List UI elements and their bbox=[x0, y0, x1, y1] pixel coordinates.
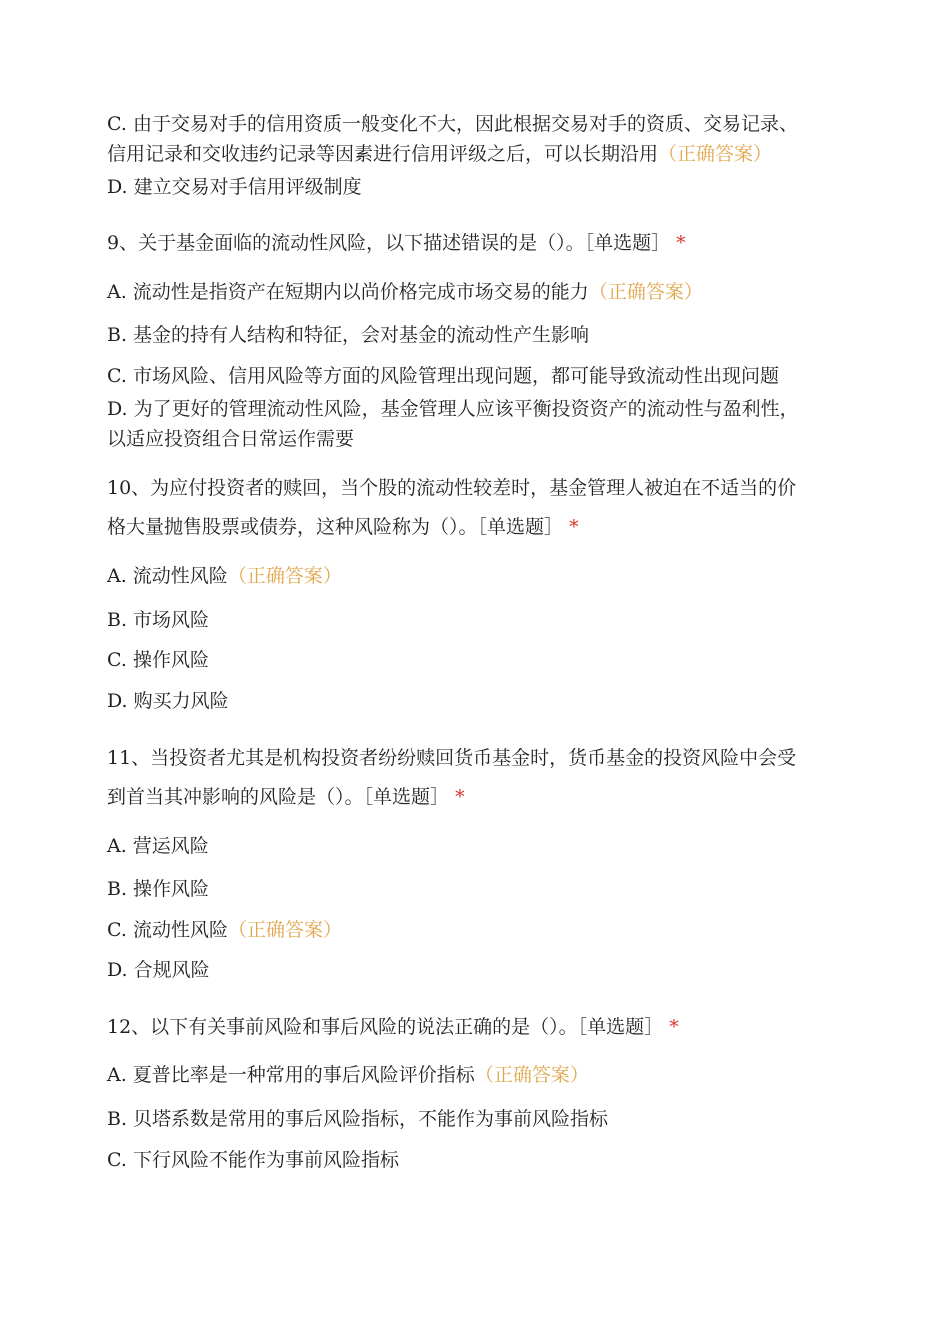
q8-option-c-line2 bbox=[107, 139, 847, 169]
q8-option-c-line1: C. 由于交易对手的信用资质一般变化不大，因此根据交易对手的资质、交易记录、 bbox=[107, 113, 798, 135]
q11-option-d: D. 合规风险 bbox=[107, 959, 210, 981]
q9-option-d-line1: D. 为了更好的管理流动性风险，基金管理人应该平衡投资资产的流动性与盈利性， bbox=[107, 398, 799, 420]
q9-option-c: C. 市场风险、信用风险等方面的风险管理出现问题，都可能导致流动性出现问题 bbox=[107, 365, 779, 387]
q9-title-text: 9、关于基金面临的流动性风险，以下描述错误的是（）。［单选题］ bbox=[107, 232, 671, 254]
q10-option-d: D. 购买力风险 bbox=[107, 690, 229, 712]
q12-option-b: B. 贝塔系数是常用的事后风险指标，不能作为事前风险指标 bbox=[107, 1108, 609, 1130]
q9-option-a bbox=[107, 277, 847, 307]
q12-option-c: C. 下行风险不能作为事前风险指标 bbox=[107, 1149, 399, 1171]
q11-option-a: A. 营运风险 bbox=[107, 835, 209, 857]
q9-option-d-line2: 以适应投资组合日常运作需要 bbox=[107, 428, 355, 450]
q8-option-c-text: 信用记录和交收违约记录等因素进行信用评级之后，可以长期沿用 bbox=[107, 143, 659, 165]
q10-title-text: 格大量抛售股票或债券，这种风险称为（）。［单选题］ bbox=[107, 516, 564, 538]
q9-title bbox=[107, 228, 847, 258]
required-star: * bbox=[455, 786, 465, 808]
q10-option-b: B. 市场风险 bbox=[107, 609, 210, 631]
required-star: * bbox=[569, 516, 579, 538]
q10-title-line1: 10、为应付投资者的赎回，当个股的流动性较差时，基金管理人被迫在不适当的价 bbox=[107, 477, 797, 499]
q11-option-c-text: C. 流动性风险 bbox=[107, 919, 228, 941]
q8-option-d: D. 建立交易对手信用评级制度 bbox=[107, 176, 362, 198]
q12-title bbox=[107, 1012, 847, 1042]
q11-option-c bbox=[107, 915, 847, 945]
q11-title-line2 bbox=[107, 782, 847, 812]
q12-option-a bbox=[107, 1060, 847, 1090]
q11-option-b: B. 操作风险 bbox=[107, 878, 210, 900]
q10-option-a bbox=[107, 561, 847, 591]
correct-answer-mark: （正确答案） bbox=[658, 143, 773, 165]
q9-option-b: B. 基金的持有人结构和特征，会对基金的流动性产生影响 bbox=[107, 324, 590, 346]
q11-title-line1: 11、当投资者尤其是机构投资者纷纷赎回货币基金时，货币基金的投资风险中会受 bbox=[107, 747, 797, 769]
required-star: * bbox=[676, 232, 686, 254]
q9-option-a-text: A. 流动性是指资产在短期内以尚价格完成市场交易的能力 bbox=[107, 281, 589, 303]
q11-title-text: 到首当其冲影响的风险是（）。［单选题］ bbox=[107, 786, 450, 808]
q12-option-a-text: A. 夏普比率是一种常用的事后风险评价指标 bbox=[107, 1064, 475, 1086]
q10-title-line2 bbox=[107, 512, 847, 542]
q10-option-a-text: A. 流动性风险 bbox=[107, 565, 228, 587]
correct-answer-mark: （正确答案） bbox=[474, 1064, 589, 1086]
q12-title-text: 12、以下有关事前风险和事后风险的说法正确的是（）。［单选题］ bbox=[107, 1016, 664, 1038]
correct-answer-mark: （正确答案） bbox=[588, 281, 703, 303]
correct-answer-mark: （正确答案） bbox=[227, 919, 342, 941]
q10-option-c: C. 操作风险 bbox=[107, 649, 209, 671]
correct-answer-mark: （正确答案） bbox=[227, 565, 342, 587]
required-star: * bbox=[669, 1016, 679, 1038]
